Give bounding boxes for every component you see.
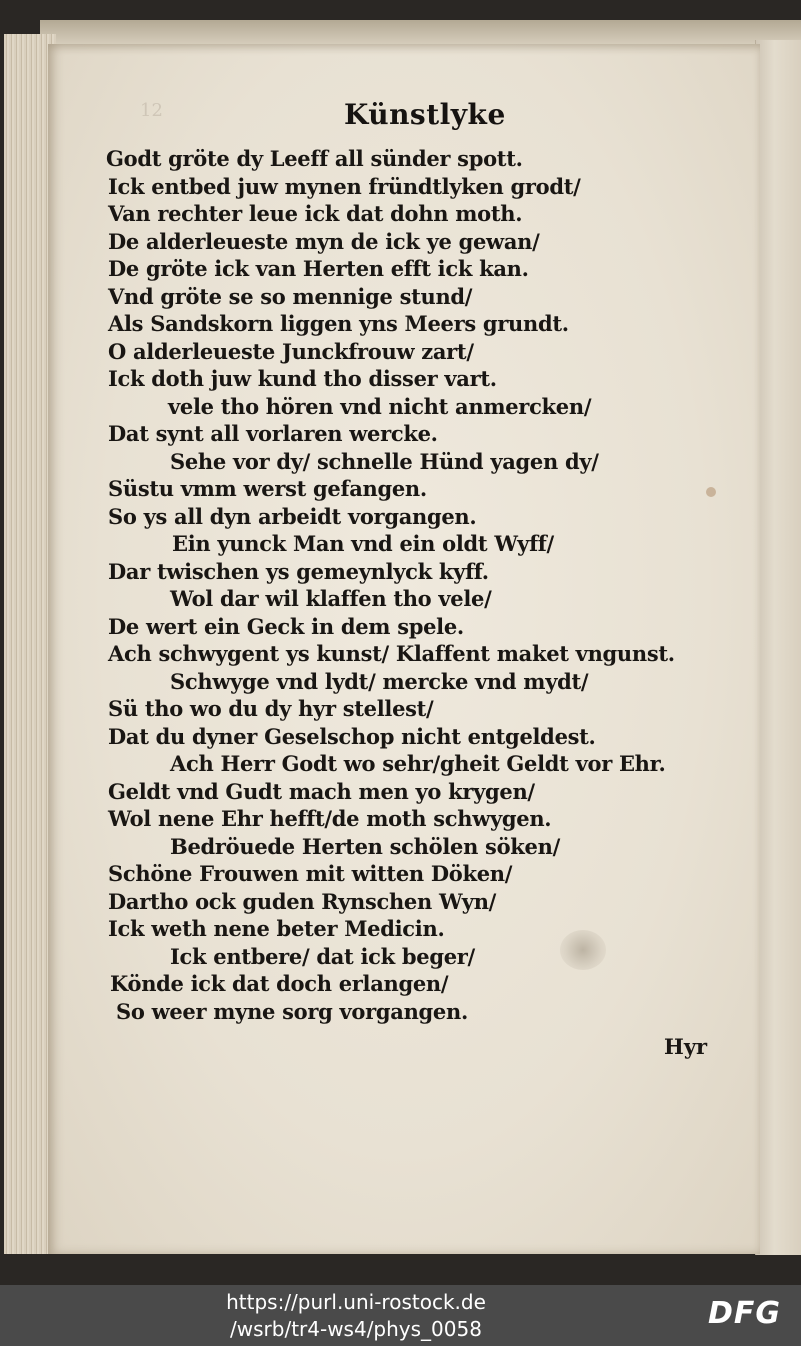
poem-line: Ick doth juw kund tho disser vart. bbox=[108, 366, 497, 391]
paper-stain bbox=[560, 930, 606, 970]
poem-line: Dartho ock guden Rynschen Wyn/ bbox=[108, 888, 497, 914]
poem-line: Ick weth nene beter Medicin. bbox=[108, 916, 445, 941]
poem-line: Als Sandskorn liggen yns Meers grundt. bbox=[108, 311, 569, 336]
poem-line: vele tho hören vnd nicht anmercken/ bbox=[168, 393, 592, 419]
facing-page-edge bbox=[755, 40, 801, 1255]
poem-line: Wol dar wil klaffen tho vele/ bbox=[170, 586, 492, 611]
poem-line: So weer myne sorg vorgangen. bbox=[116, 998, 468, 1024]
poem-line: Vnd gröte se so mennige stund/ bbox=[108, 283, 473, 309]
poem-line: Godt gröte dy Leeff all sünder spott. bbox=[106, 146, 523, 171]
poem-line: Wol nene Ehr hefft/de moth schwygen. bbox=[108, 806, 552, 831]
poem-line: Dat du dyner Geselschop nicht entgeldest. bbox=[108, 723, 596, 749]
poem-line: Schöne Frouwen mit witten Döken/ bbox=[108, 861, 513, 886]
poem-line: Könde ick dat doch erlangen/ bbox=[110, 971, 449, 996]
source-url-line-2[interactable]: /wsrb/tr4-ws4/phys_0058 bbox=[230, 1317, 482, 1341]
poem-line: Ach Herr Godt wo sehr/gheit Geldt vor Ehr. bbox=[170, 751, 666, 776]
poem-line: So ys all dyn arbeidt vorgangen. bbox=[108, 503, 477, 529]
poem-line: O alderleueste Junckfrouw zart/ bbox=[108, 338, 474, 364]
poem-line: Ein yunck Man vnd ein oldt Wyff/ bbox=[172, 531, 554, 556]
poem-line: Van rechter leue ick dat dohn moth. bbox=[108, 201, 523, 226]
poem-line: Sü tho wo du dy hyr stellest/ bbox=[108, 696, 434, 721]
catchword: Hyr bbox=[664, 1034, 708, 1059]
faded-page-number: 12 bbox=[140, 100, 163, 121]
source-url-line-1[interactable]: https://purl.uni-rostock.de bbox=[226, 1290, 486, 1314]
poem-line: Geldt vnd Gudt mach men yo krygen/ bbox=[108, 778, 535, 804]
poem-line: Ach schwygent ys kunst/ Klaffent maket vngunst. bbox=[108, 641, 675, 666]
poem-line: De alderleueste myn de ick ye gewan/ bbox=[108, 228, 540, 254]
poem-line: Dar twischen ys gemeynlyck kyff. bbox=[108, 558, 489, 584]
poem-line: Bedröuede Herten schölen söken/ bbox=[170, 833, 560, 859]
page-top-edge bbox=[40, 20, 801, 47]
poem-line: Dat synt all vorlaren wercke. bbox=[108, 421, 438, 446]
paper-spot bbox=[706, 487, 716, 497]
poem-line: Süstu vmm werst gefangen. bbox=[108, 476, 427, 501]
page-heading: Künstlyke bbox=[344, 98, 506, 131]
dfg-logo: DFG bbox=[708, 1296, 782, 1331]
poem-line: Schwyge vnd lydt/ mercke vnd mydt/ bbox=[170, 668, 589, 694]
poem-line: Ick entbere/ dat ick beger/ bbox=[170, 943, 475, 969]
poem-line: Sehe vor dy/ schnelle Hünd yagen dy/ bbox=[170, 448, 599, 474]
poem-line: De gröte ick van Herten efft ick kan. bbox=[108, 256, 529, 281]
poem-line: De wert ein Geck in dem spele. bbox=[108, 613, 464, 639]
poem-line: Ick entbed juw mynen fründtlyken grodt/ bbox=[108, 173, 581, 199]
